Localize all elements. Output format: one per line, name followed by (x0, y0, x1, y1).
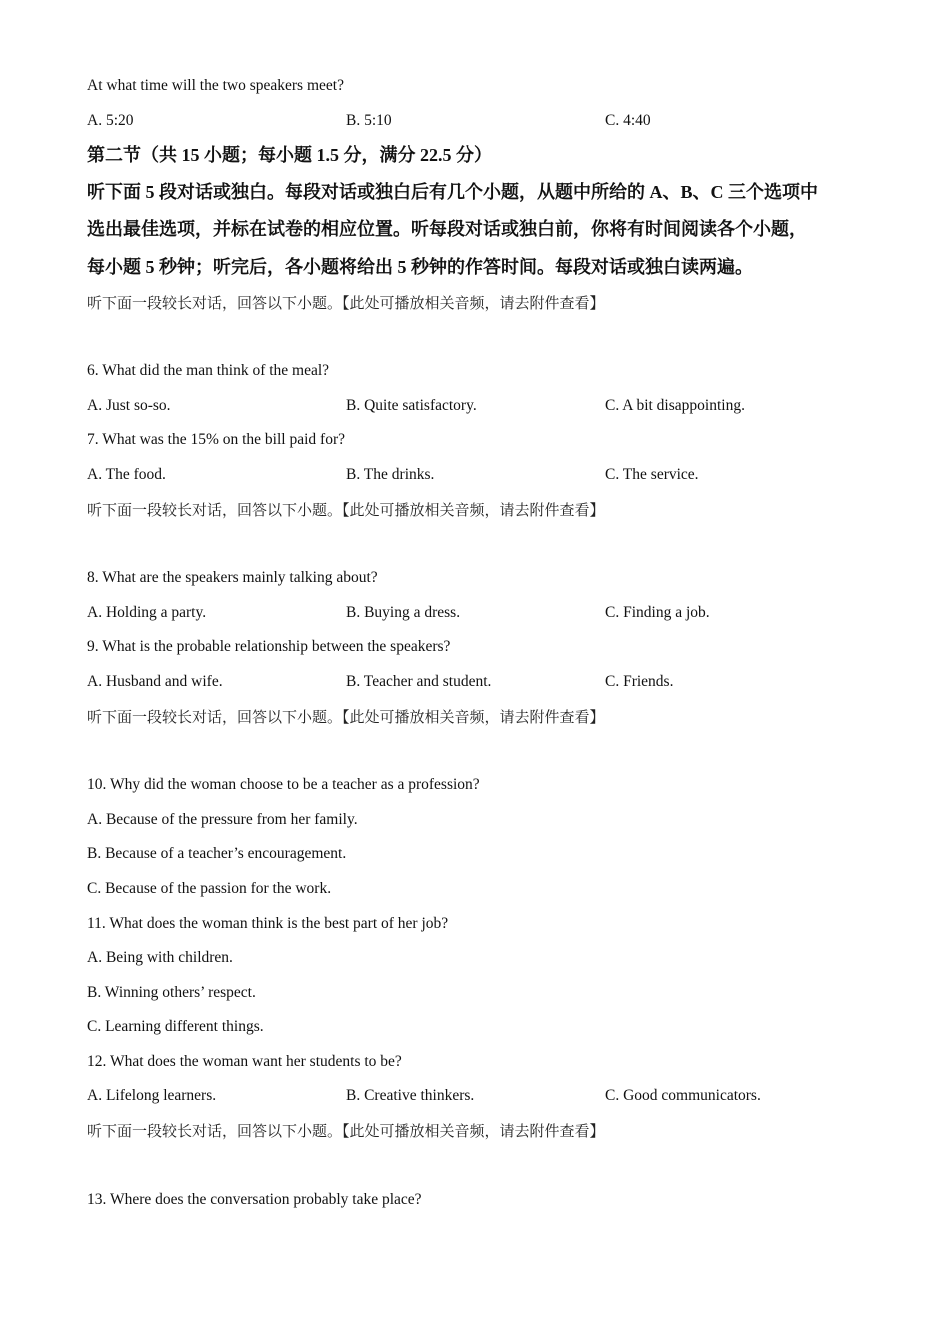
question-6-option-b: B. Quite satisfactory. (346, 397, 477, 414)
audio-note: 听下面一段较长对话，回答以下小题。【此处可播放相关音频，请去附件查看】 (87, 708, 605, 726)
question-13-text: 13. Where does the conversation probably take place? (87, 1191, 422, 1208)
question-7-option-a: A. The food. (87, 466, 166, 483)
audio-note: 听下面一段较长对话，回答以下小题。【此处可播放相关音频，请去附件查看】 (87, 501, 605, 519)
section-2-instruction-line-3: 每小题 5 秒钟；听完后，各小题将给出 5 秒钟的作答时间。每段对话或独白读两遍。 (87, 257, 753, 277)
question-10-option-a: A. Because of the pressure from her family. (87, 811, 358, 828)
question-9-text: 9. What is the probable relationship between the speakers? (87, 638, 451, 655)
question-6-option-c: C. A bit disappointing. (605, 397, 745, 414)
question-12-option-c: C. Good communicators. (605, 1087, 761, 1104)
question-9-option-b: B. Teacher and student. (346, 673, 492, 690)
question-7-text: 7. What was the 15% on the bill paid for? (87, 431, 345, 448)
question-5-option-a: A. 5:20 (87, 112, 134, 129)
question-12-text: 12. What does the woman want her students to be? (87, 1053, 402, 1070)
question-10-option-c: C. Because of the passion for the work. (87, 880, 332, 897)
question-10-text: 10. Why did the woman choose to be a teacher as a profession? (87, 776, 480, 793)
section-2-heading: 第二节（共 15 小题；每小题 1.5 分，满分 22.5 分） (87, 145, 492, 165)
question-11-text: 11. What does the woman think is the best part of her job? (87, 915, 449, 932)
question-8-option-b: B. Buying a dress. (346, 604, 461, 621)
question-12-option-b: B. Creative thinkers. (346, 1087, 475, 1104)
question-8-text: 8. What are the speakers mainly talking about? (87, 569, 378, 586)
question-5-option-b: B. 5:10 (346, 112, 392, 129)
question-9-option-a: A. Husband and wife. (87, 673, 223, 690)
question-9-option-c: C. Friends. (605, 673, 674, 690)
question-5-option-c: C. 4:40 (605, 112, 651, 129)
question-11-option-c: C. Learning different things. (87, 1018, 264, 1035)
question-11-option-a: A. Being with children. (87, 949, 233, 966)
question-11-option-b: B. Winning others’ respect. (87, 984, 256, 1001)
question-5-text: At what time will the two speakers meet? (87, 77, 344, 94)
question-8-option-a: A. Holding a party. (87, 604, 207, 621)
section-2-instruction-line-2: 选出最佳选项，并标在试卷的相应位置。听每段对话或独白前，你将有时间阅读各个小题， (87, 219, 807, 239)
question-8-option-c: C. Finding a job. (605, 604, 710, 621)
section-2-instruction-line-1: 听下面 5 段对话或独白。每段对话或独白后有几个小题，从题中所给的 A、B、C 三个选项中 (87, 182, 818, 202)
question-6-option-a: A. Just so-so. (87, 397, 171, 414)
question-6-text: 6. What did the man think of the meal? (87, 362, 330, 379)
question-7-option-b: B. The drinks. (346, 466, 435, 483)
audio-note: 听下面一段较长对话，回答以下小题。【此处可播放相关音频，请去附件查看】 (87, 294, 605, 312)
question-12-option-a: A. Lifelong learners. (87, 1087, 217, 1104)
question-7-option-c: C. The service. (605, 466, 699, 483)
question-10-option-b: B. Because of a teacher’s encouragement. (87, 845, 347, 862)
audio-note: 听下面一段较长对话，回答以下小题。【此处可播放相关音频，请去附件查看】 (87, 1122, 605, 1140)
